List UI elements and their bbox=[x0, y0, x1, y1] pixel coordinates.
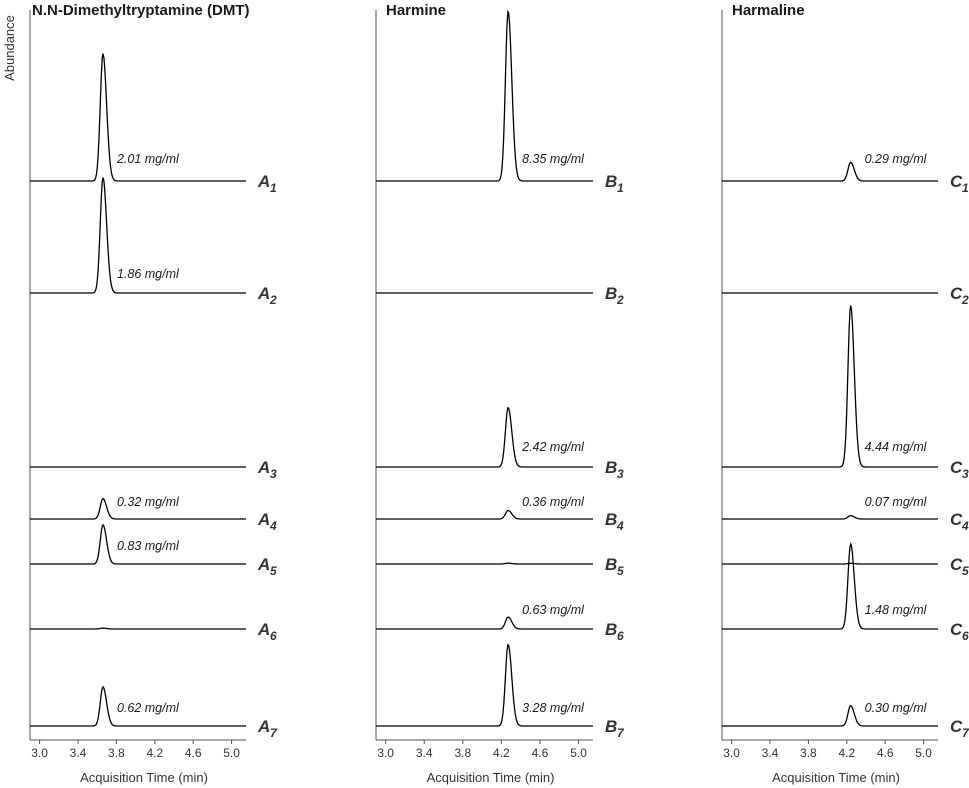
trace-id-subscript: 3 bbox=[962, 467, 969, 481]
x-tick-label: 5.0 bbox=[915, 746, 932, 760]
trace-id-label: B bbox=[605, 458, 618, 477]
trace-id-subscript: 6 bbox=[270, 629, 277, 643]
x-tick-label: 5.0 bbox=[223, 746, 240, 760]
trace-id-subscript: 5 bbox=[617, 564, 624, 578]
concentration-label: 3.28 mg/ml bbox=[522, 701, 584, 715]
concentration-label: 2.01 mg/ml bbox=[116, 152, 179, 166]
concentration-label: 2.42 mg/ml bbox=[522, 440, 584, 454]
trace-id-label: C bbox=[950, 717, 963, 736]
concentration-label: 0.07 mg/ml bbox=[864, 495, 927, 509]
trace-id-label: B bbox=[605, 510, 618, 529]
concentration-label: 0.29 mg/ml bbox=[864, 152, 927, 166]
y-axis-label: Abundance bbox=[2, 15, 17, 81]
concentration-label: 8.35 mg/ml bbox=[522, 152, 584, 166]
concentration-label: 1.86 mg/ml bbox=[116, 267, 179, 281]
chromatogram-panels bbox=[30, 2, 969, 785]
concentration-label: 0.63 mg/ml bbox=[522, 603, 584, 617]
x-axis-label: Acquisition Time (min) bbox=[772, 770, 900, 785]
concentration-label: 0.30 mg/ml bbox=[864, 701, 927, 715]
trace-id-label: B bbox=[605, 555, 618, 574]
trace-id-label: A bbox=[258, 510, 271, 529]
trace-id-subscript: 7 bbox=[270, 726, 277, 740]
concentration-label: 0.36 mg/ml bbox=[522, 495, 584, 509]
trace-id-subscript: 4 bbox=[270, 519, 277, 533]
trace-id-label: B bbox=[605, 284, 618, 303]
x-tick-label: 4.6 bbox=[876, 746, 894, 760]
trace-id-subscript: 3 bbox=[270, 467, 277, 481]
trace-id-subscript: 4 bbox=[962, 519, 969, 533]
trace-b5 bbox=[376, 563, 593, 564]
x-tick-label: 5.0 bbox=[570, 746, 587, 760]
trace-id-label: C bbox=[950, 172, 963, 191]
trace-id-label: C bbox=[950, 555, 963, 574]
trace-b6 bbox=[376, 617, 593, 629]
x-tick-label: 3.8 bbox=[454, 746, 472, 760]
x-tick-label: 3.4 bbox=[69, 746, 87, 760]
x-tick-label: 4.2 bbox=[838, 746, 856, 760]
trace-id-subscript: 7 bbox=[962, 726, 969, 740]
trace-id-label: A bbox=[258, 458, 271, 477]
x-tick-label: 4.6 bbox=[531, 746, 549, 760]
trace-id-label: A bbox=[258, 620, 271, 639]
concentration-label: 4.44 mg/ml bbox=[864, 440, 927, 454]
x-tick-label: 4.6 bbox=[184, 746, 202, 760]
trace-id-subscript: 7 bbox=[617, 726, 624, 740]
x-tick-label: 4.2 bbox=[146, 746, 164, 760]
trace-id-subscript: 5 bbox=[962, 564, 969, 578]
trace-id-subscript: 2 bbox=[617, 293, 624, 307]
trace-a6 bbox=[30, 628, 246, 629]
trace-id-subscript: 1 bbox=[617, 181, 624, 195]
x-tick-label: 3.8 bbox=[108, 746, 125, 760]
x-tick-label: 3.8 bbox=[800, 746, 817, 760]
panel-1 bbox=[30, 2, 278, 785]
trace-id-label: C bbox=[950, 284, 963, 303]
trace-id-subscript: 5 bbox=[270, 564, 277, 578]
panel-title: N.N-Dimethyltryptamine (DMT) bbox=[32, 2, 250, 19]
trace-b3 bbox=[376, 408, 593, 467]
x-tick-label: 3.4 bbox=[761, 746, 779, 760]
trace-id-label: C bbox=[950, 510, 963, 529]
trace-id-label: A bbox=[258, 555, 271, 574]
trace-c4 bbox=[722, 516, 938, 519]
concentration-label: 0.62 mg/ml bbox=[116, 701, 179, 715]
trace-id-subscript: 2 bbox=[962, 293, 969, 307]
panel-title: Harmine bbox=[386, 2, 447, 19]
panel-3 bbox=[722, 2, 969, 785]
trace-id-subscript: 6 bbox=[962, 629, 969, 643]
trace-c5 bbox=[722, 563, 938, 564]
trace-id-subscript: 2 bbox=[270, 293, 277, 307]
x-tick-label: 3.0 bbox=[723, 746, 740, 760]
panel-title: Harmaline bbox=[732, 2, 805, 19]
x-tick-label: 3.0 bbox=[377, 746, 394, 760]
trace-id-label: A bbox=[258, 172, 271, 191]
trace-id-subscript: 6 bbox=[617, 629, 624, 643]
trace-id-subscript: 4 bbox=[617, 519, 624, 533]
trace-id-subscript: 3 bbox=[617, 467, 624, 481]
x-tick-label: 3.0 bbox=[31, 746, 48, 760]
trace-id-label: C bbox=[950, 458, 963, 477]
panel-2 bbox=[376, 2, 625, 785]
x-tick-label: 3.4 bbox=[415, 746, 433, 760]
trace-id-label: B bbox=[605, 717, 618, 736]
trace-id-subscript: 1 bbox=[962, 181, 969, 195]
x-axis-label: Acquisition Time (min) bbox=[80, 770, 208, 785]
trace-b4 bbox=[376, 511, 593, 519]
concentration-label: 1.48 mg/ml bbox=[864, 603, 927, 617]
trace-id-label: C bbox=[950, 620, 963, 639]
trace-id-label: A bbox=[258, 717, 271, 736]
trace-id-label: B bbox=[605, 172, 618, 191]
concentration-label: 0.32 mg/ml bbox=[116, 495, 179, 509]
x-axis-label: Acquisition Time (min) bbox=[426, 770, 555, 785]
concentration-label: 0.83 mg/ml bbox=[116, 539, 179, 553]
trace-id-label: B bbox=[605, 620, 618, 639]
x-tick-label: 4.2 bbox=[493, 746, 510, 760]
trace-id-subscript: 1 bbox=[270, 181, 277, 195]
trace-id-label: A bbox=[258, 284, 271, 303]
